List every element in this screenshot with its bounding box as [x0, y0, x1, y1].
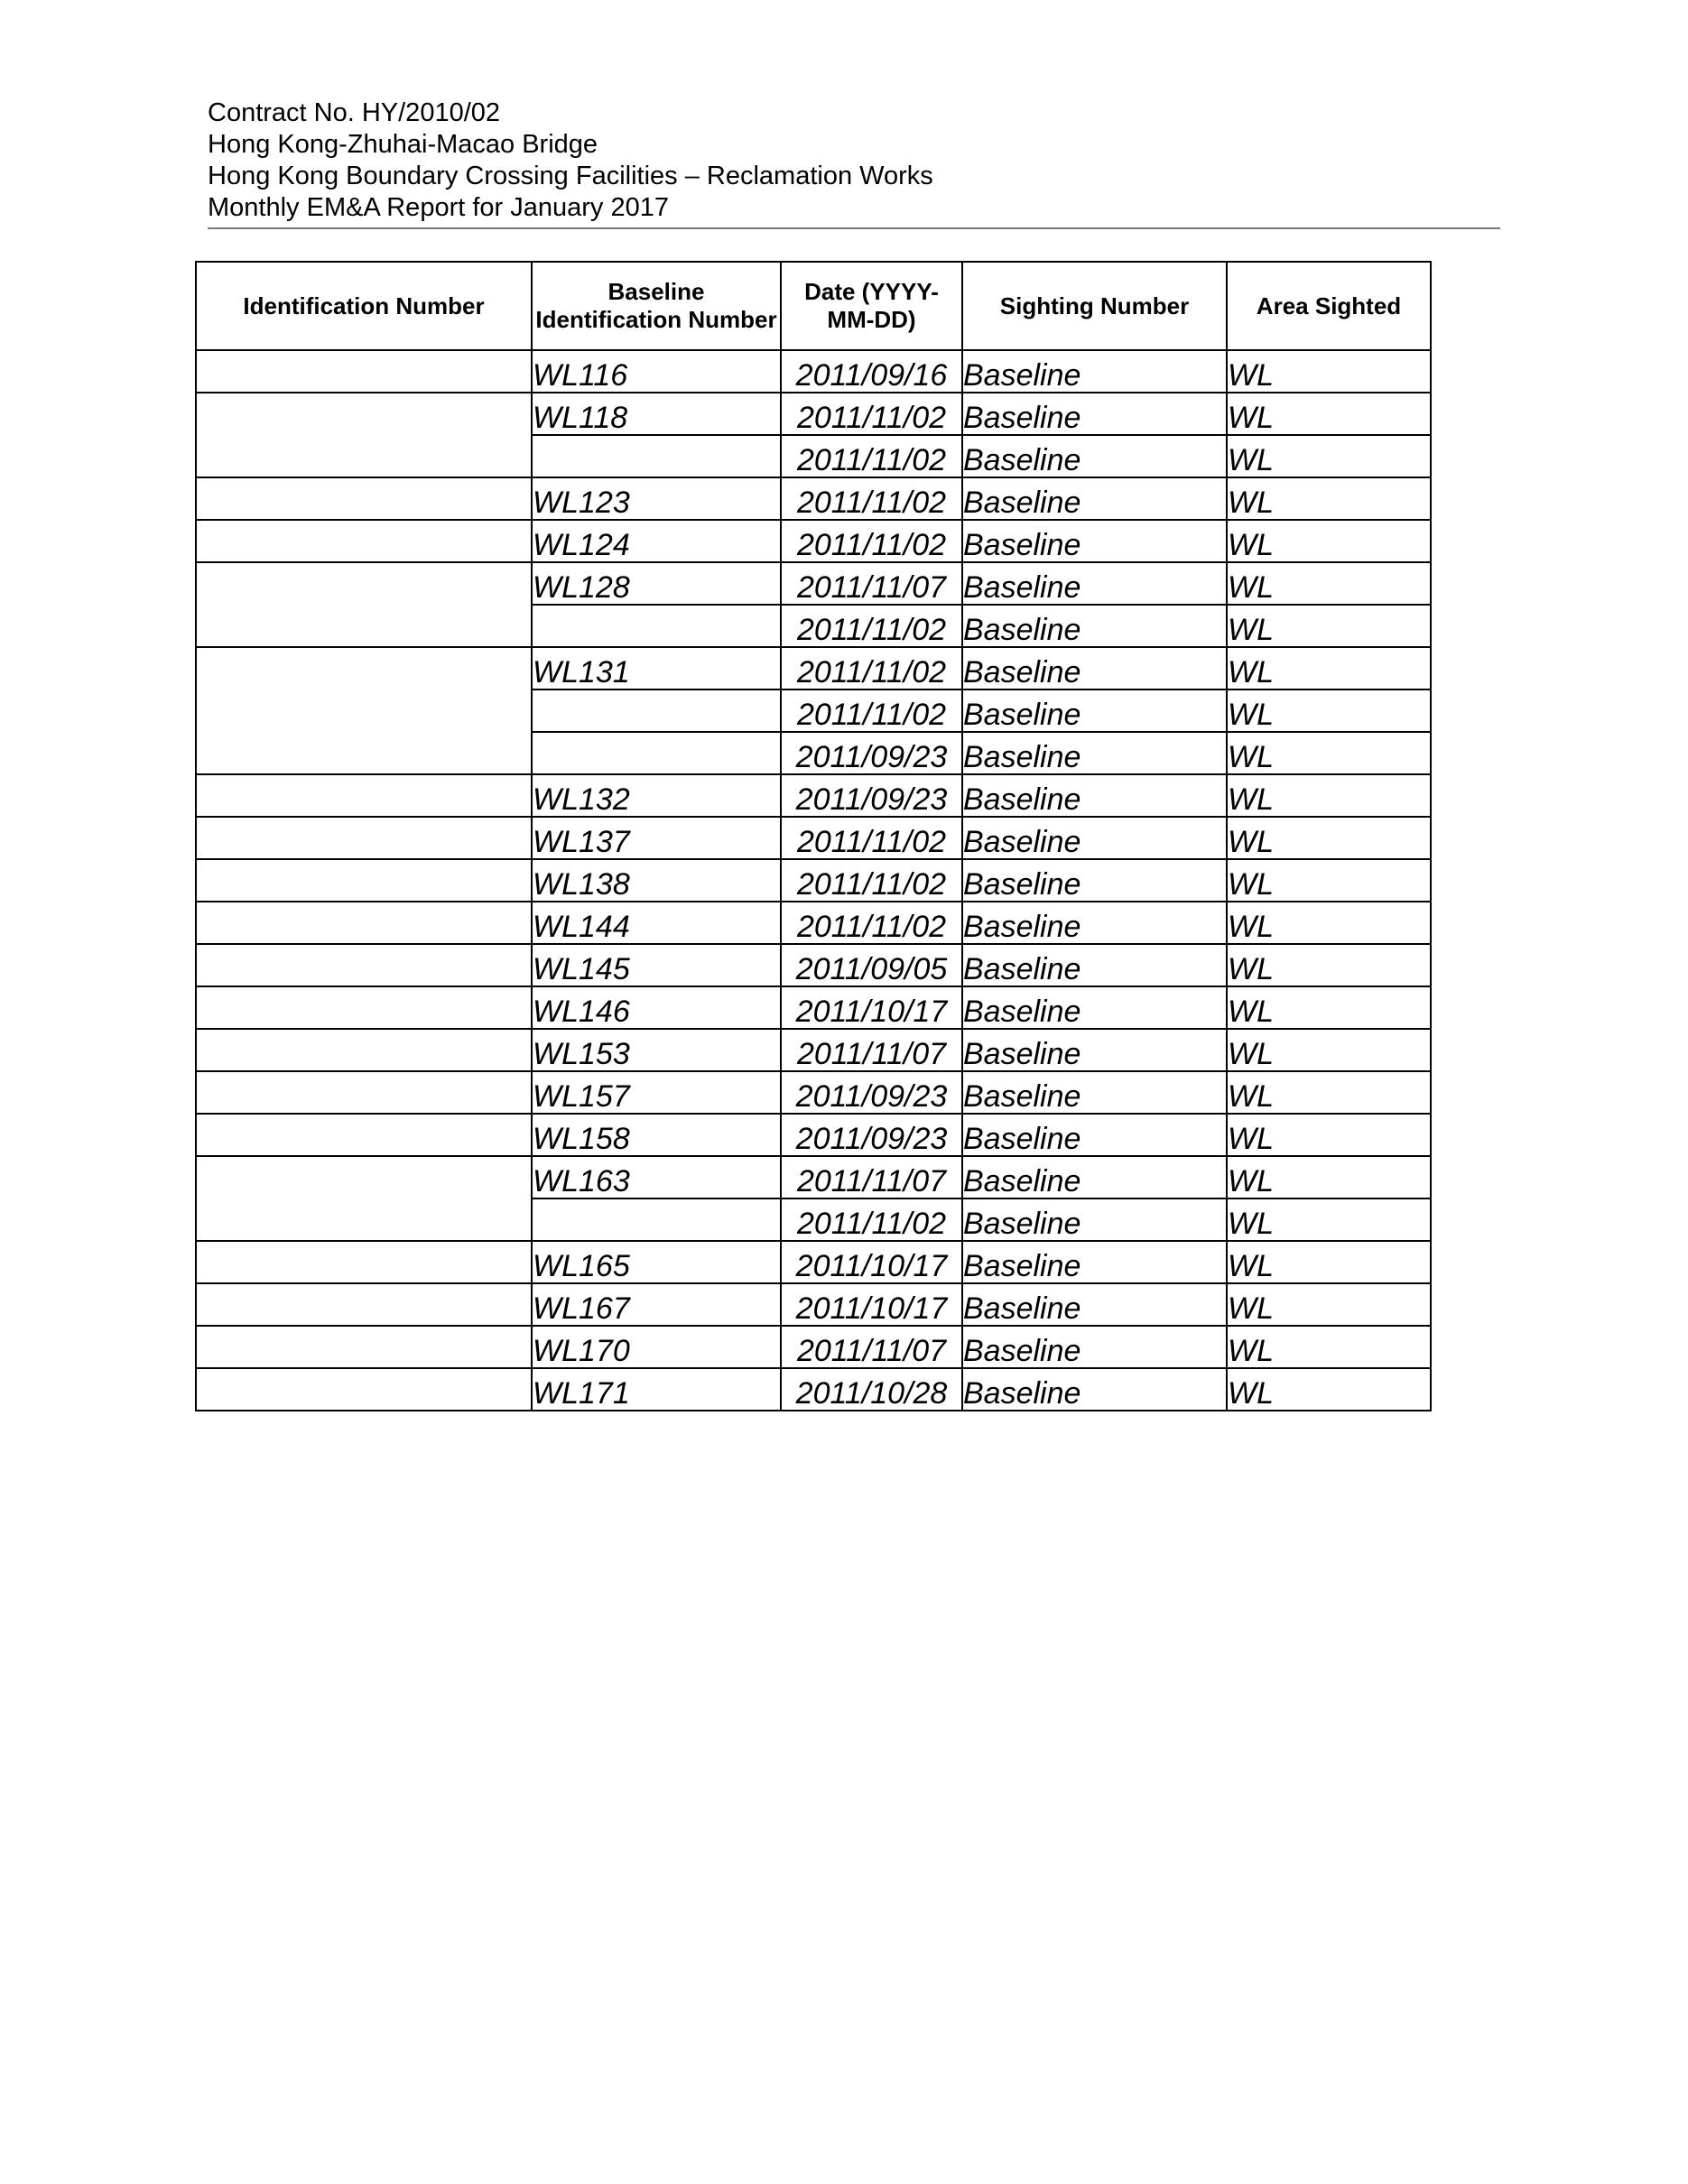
sighting-number-cell: Baseline — [962, 350, 1227, 393]
area-sighted-cell: WL — [1227, 732, 1431, 774]
header-divider — [208, 227, 1500, 229]
table-row — [196, 1029, 1431, 1071]
identification-number-cell — [196, 986, 532, 1029]
area-sighted-cell: WL — [1227, 944, 1431, 986]
col-header-baseline-identification-number: Baseline Identification Number — [532, 262, 781, 350]
date-cell: 2011/11/02 — [781, 605, 962, 647]
area-sighted-cell: WL — [1227, 1368, 1431, 1411]
date-cell: 2011/11/02 — [781, 477, 962, 520]
col-header-date: Date (YYYY-MM-DD) — [781, 262, 962, 350]
identification-number-cell — [196, 1156, 532, 1241]
sighting-number-cell: Baseline — [962, 732, 1227, 774]
sighting-number-cell: Baseline — [962, 689, 1227, 732]
date-cell: 2011/09/23 — [781, 774, 962, 817]
contract-number: Contract No. HY/2010/02 — [208, 98, 501, 127]
col-header-area-sighted: Area Sighted — [1227, 262, 1431, 350]
date-cell: 2011/10/17 — [781, 986, 962, 1029]
table-row — [196, 774, 1431, 817]
sighting-number-cell: Baseline — [962, 435, 1227, 477]
sighting-number-cell: Baseline — [962, 562, 1227, 605]
area-sighted-cell: WL — [1227, 689, 1431, 732]
area-sighted-cell: WL — [1227, 605, 1431, 647]
date-cell: 2011/11/02 — [781, 647, 962, 689]
date-cell: 2011/11/07 — [781, 562, 962, 605]
works-title: Hong Kong Boundary Crossing Facilities – Reclamation Works — [208, 162, 933, 190]
date-cell: 2011/11/07 — [781, 1029, 962, 1071]
col-header-sighting-number: Sighting Number — [962, 262, 1227, 350]
date-cell: 2011/11/02 — [781, 902, 962, 944]
area-sighted-cell: WL — [1227, 1071, 1431, 1114]
baseline-id-cell: WL170 — [532, 1326, 781, 1368]
identification-number-cell — [196, 817, 532, 859]
date-cell: 2011/09/16 — [781, 350, 962, 393]
sighting-number-cell: Baseline — [962, 1114, 1227, 1156]
area-sighted-cell: WL — [1227, 393, 1431, 435]
baseline-id-cell — [532, 1198, 781, 1241]
baseline-id-cell — [532, 689, 781, 732]
baseline-id-cell: WL138 — [532, 859, 781, 902]
sighting-number-cell: Baseline — [962, 774, 1227, 817]
baseline-id-cell: WL116 — [532, 350, 781, 393]
report-header — [208, 97, 1498, 224]
identification-number-cell — [196, 562, 532, 647]
area-sighted-cell: WL — [1227, 1156, 1431, 1198]
identification-number-cell — [196, 350, 532, 393]
identification-number-cell — [196, 1326, 532, 1368]
identification-number-cell — [196, 774, 532, 817]
baseline-id-cell: WL163 — [532, 1156, 781, 1198]
date-cell: 2011/11/02 — [781, 817, 962, 859]
area-sighted-cell: WL — [1227, 647, 1431, 689]
sighting-number-cell: Baseline — [962, 1326, 1227, 1368]
identification-number-cell — [196, 1114, 532, 1156]
baseline-id-cell — [532, 605, 781, 647]
date-cell: 2011/11/02 — [781, 435, 962, 477]
table-row — [196, 1241, 1431, 1283]
baseline-id-cell: WL171 — [532, 1368, 781, 1411]
project-name: Hong Kong-Zhuhai-Macao Bridge — [208, 130, 598, 159]
area-sighted-cell: WL — [1227, 1198, 1431, 1241]
baseline-id-cell: WL165 — [532, 1241, 781, 1283]
sighting-number-cell: Baseline — [962, 477, 1227, 520]
sighting-number-cell: Baseline — [962, 1156, 1227, 1198]
date-cell: 2011/11/02 — [781, 689, 962, 732]
area-sighted-cell: WL — [1227, 435, 1431, 477]
area-sighted-cell: WL — [1227, 520, 1431, 562]
table-row — [196, 1156, 1431, 1198]
table-row — [196, 350, 1431, 393]
table-row — [196, 1114, 1431, 1156]
sighting-number-cell: Baseline — [962, 647, 1227, 689]
area-sighted-cell: WL — [1227, 817, 1431, 859]
date-cell: 2011/11/02 — [781, 1198, 962, 1241]
table-row — [196, 520, 1431, 562]
identification-number-cell — [196, 1241, 532, 1283]
table-row — [196, 986, 1431, 1029]
date-cell: 2011/11/02 — [781, 859, 962, 902]
table-row — [196, 477, 1431, 520]
area-sighted-cell: WL — [1227, 986, 1431, 1029]
identification-number-cell — [196, 520, 532, 562]
area-sighted-cell: WL — [1227, 774, 1431, 817]
table-row — [196, 562, 1431, 605]
identification-number-cell — [196, 944, 532, 986]
date-cell: 2011/09/23 — [781, 732, 962, 774]
area-sighted-cell: WL — [1227, 1241, 1431, 1283]
date-cell: 2011/09/23 — [781, 1071, 962, 1114]
table-row — [196, 393, 1431, 435]
area-sighted-cell: WL — [1227, 859, 1431, 902]
sighting-number-cell: Baseline — [962, 986, 1227, 1029]
area-sighted-cell: WL — [1227, 350, 1431, 393]
baseline-id-cell: WL137 — [532, 817, 781, 859]
baseline-id-cell: WL153 — [532, 1029, 781, 1071]
baseline-id-cell: WL132 — [532, 774, 781, 817]
table-body — [196, 350, 1431, 1411]
identification-number-cell — [196, 859, 532, 902]
date-cell: 2011/11/07 — [781, 1156, 962, 1198]
sighting-number-cell: Baseline — [962, 520, 1227, 562]
baseline-id-cell — [532, 732, 781, 774]
table-row — [196, 817, 1431, 859]
area-sighted-cell: WL — [1227, 1326, 1431, 1368]
area-sighted-cell: WL — [1227, 1029, 1431, 1071]
area-sighted-cell: WL — [1227, 1114, 1431, 1156]
area-sighted-cell: WL — [1227, 1283, 1431, 1326]
baseline-id-cell: WL128 — [532, 562, 781, 605]
table-header-row — [196, 262, 1431, 350]
table-row — [196, 859, 1431, 902]
sighting-number-cell: Baseline — [962, 859, 1227, 902]
sighting-number-cell: Baseline — [962, 1283, 1227, 1326]
date-cell: 2011/09/23 — [781, 1114, 962, 1156]
sightings-table — [195, 261, 1432, 1411]
date-cell: 2011/11/07 — [781, 1326, 962, 1368]
date-cell: 2011/11/02 — [781, 520, 962, 562]
baseline-id-cell: WL124 — [532, 520, 781, 562]
date-cell: 2011/11/02 — [781, 393, 962, 435]
table-row — [196, 944, 1431, 986]
sighting-number-cell: Baseline — [962, 1071, 1227, 1114]
date-cell: 2011/09/05 — [781, 944, 962, 986]
identification-number-cell — [196, 1368, 532, 1411]
identification-number-cell — [196, 393, 532, 477]
date-cell: 2011/10/17 — [781, 1241, 962, 1283]
baseline-id-cell: WL146 — [532, 986, 781, 1029]
table-row — [196, 1283, 1431, 1326]
table-row — [196, 647, 1431, 689]
baseline-id-cell: WL131 — [532, 647, 781, 689]
table-row — [196, 902, 1431, 944]
date-cell: 2011/10/28 — [781, 1368, 962, 1411]
sighting-number-cell: Baseline — [962, 1029, 1227, 1071]
sighting-number-cell: Baseline — [962, 605, 1227, 647]
sighting-number-cell: Baseline — [962, 1198, 1227, 1241]
baseline-id-cell: WL157 — [532, 1071, 781, 1114]
sighting-number-cell: Baseline — [962, 902, 1227, 944]
baseline-id-cell: WL158 — [532, 1114, 781, 1156]
area-sighted-cell: WL — [1227, 902, 1431, 944]
identification-number-cell — [196, 1071, 532, 1114]
sighting-number-cell: Baseline — [962, 1241, 1227, 1283]
table-row — [196, 1326, 1431, 1368]
baseline-id-cell: WL167 — [532, 1283, 781, 1326]
table-row — [196, 1071, 1431, 1114]
baseline-id-cell: WL118 — [532, 393, 781, 435]
table-row — [196, 1368, 1431, 1411]
col-header-identification-number: Identification Number — [196, 262, 532, 350]
sighting-number-cell: Baseline — [962, 1368, 1227, 1411]
identification-number-cell — [196, 902, 532, 944]
report-title: Monthly EM&A Report for January 2017 — [208, 193, 669, 222]
baseline-id-cell: WL123 — [532, 477, 781, 520]
identification-number-cell — [196, 1283, 532, 1326]
identification-number-cell — [196, 1029, 532, 1071]
sighting-number-cell: Baseline — [962, 393, 1227, 435]
baseline-id-cell: WL144 — [532, 902, 781, 944]
date-cell: 2011/10/17 — [781, 1283, 962, 1326]
area-sighted-cell: WL — [1227, 562, 1431, 605]
sighting-number-cell: Baseline — [962, 817, 1227, 859]
identification-number-cell — [196, 477, 532, 520]
sighting-number-cell: Baseline — [962, 944, 1227, 986]
identification-number-cell — [196, 647, 532, 774]
baseline-id-cell — [532, 435, 781, 477]
baseline-id-cell: WL145 — [532, 944, 781, 986]
area-sighted-cell: WL — [1227, 477, 1431, 520]
